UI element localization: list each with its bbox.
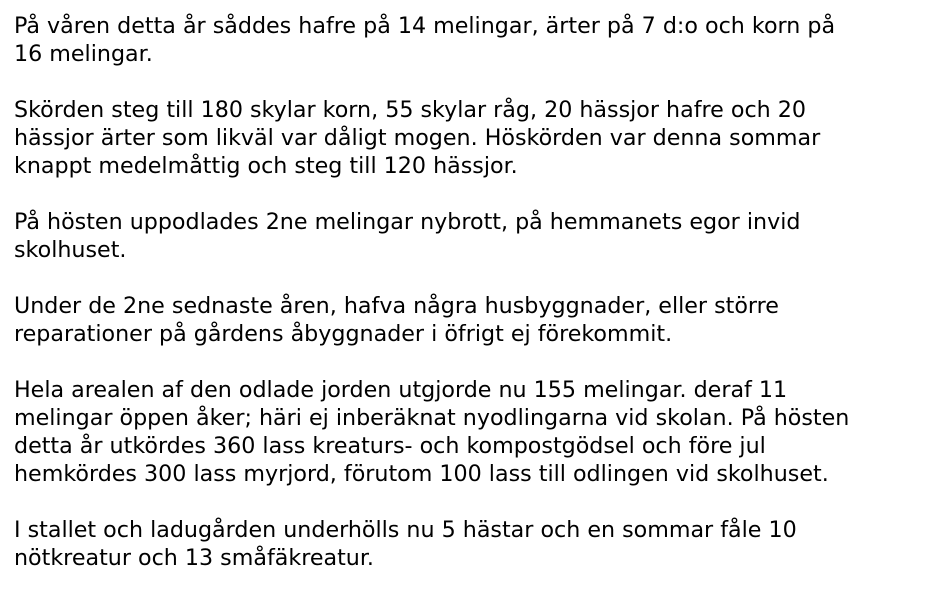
paragraph-harvest: Skörden steg till 180 skylar korn, 55 skylar råg, 20 hässjor hafre och 20 hässjor ärter som likväl var dåligt mogen. Höskörden var denna sommar knappt medelmåttig och steg till 120 hässjor. bbox=[14, 97, 821, 179]
paragraph-buildings: Under de 2ne sednaste åren, hafva några husbyggnader, eller större reparationer på gårdens åbyggnader i öfrigt ej förekommit. bbox=[14, 293, 779, 347]
paragraph-livestock: I stallet och ladugården underhölls nu 5 hästar och en sommar fåle 10 nötkreatur och 13 småfäkreatur. bbox=[14, 517, 797, 571]
paragraph-arable-land: Hela arealen af den odlade jorden utgjorde nu 155 melingar. deraf 11 melingar öppen åker; häri ej inberäknat nyodlingarna vid skolan. På hösten detta år utkördes 360 lass kreaturs- och kompostgödsel och före jul hemkördes 300 lass myrjord, förutom 100 lass till odlingen vid skolhuset. bbox=[14, 377, 850, 487]
paragraph-sowing: På våren detta år såddes hafre på 14 melingar, ärter på 7 d:o och korn på 16 melingar. bbox=[14, 13, 836, 67]
paragraph-new-cultivation: På hösten uppodlades 2ne melingar nybrott, på hemmanets egor invid skolhuset. bbox=[14, 209, 801, 263]
